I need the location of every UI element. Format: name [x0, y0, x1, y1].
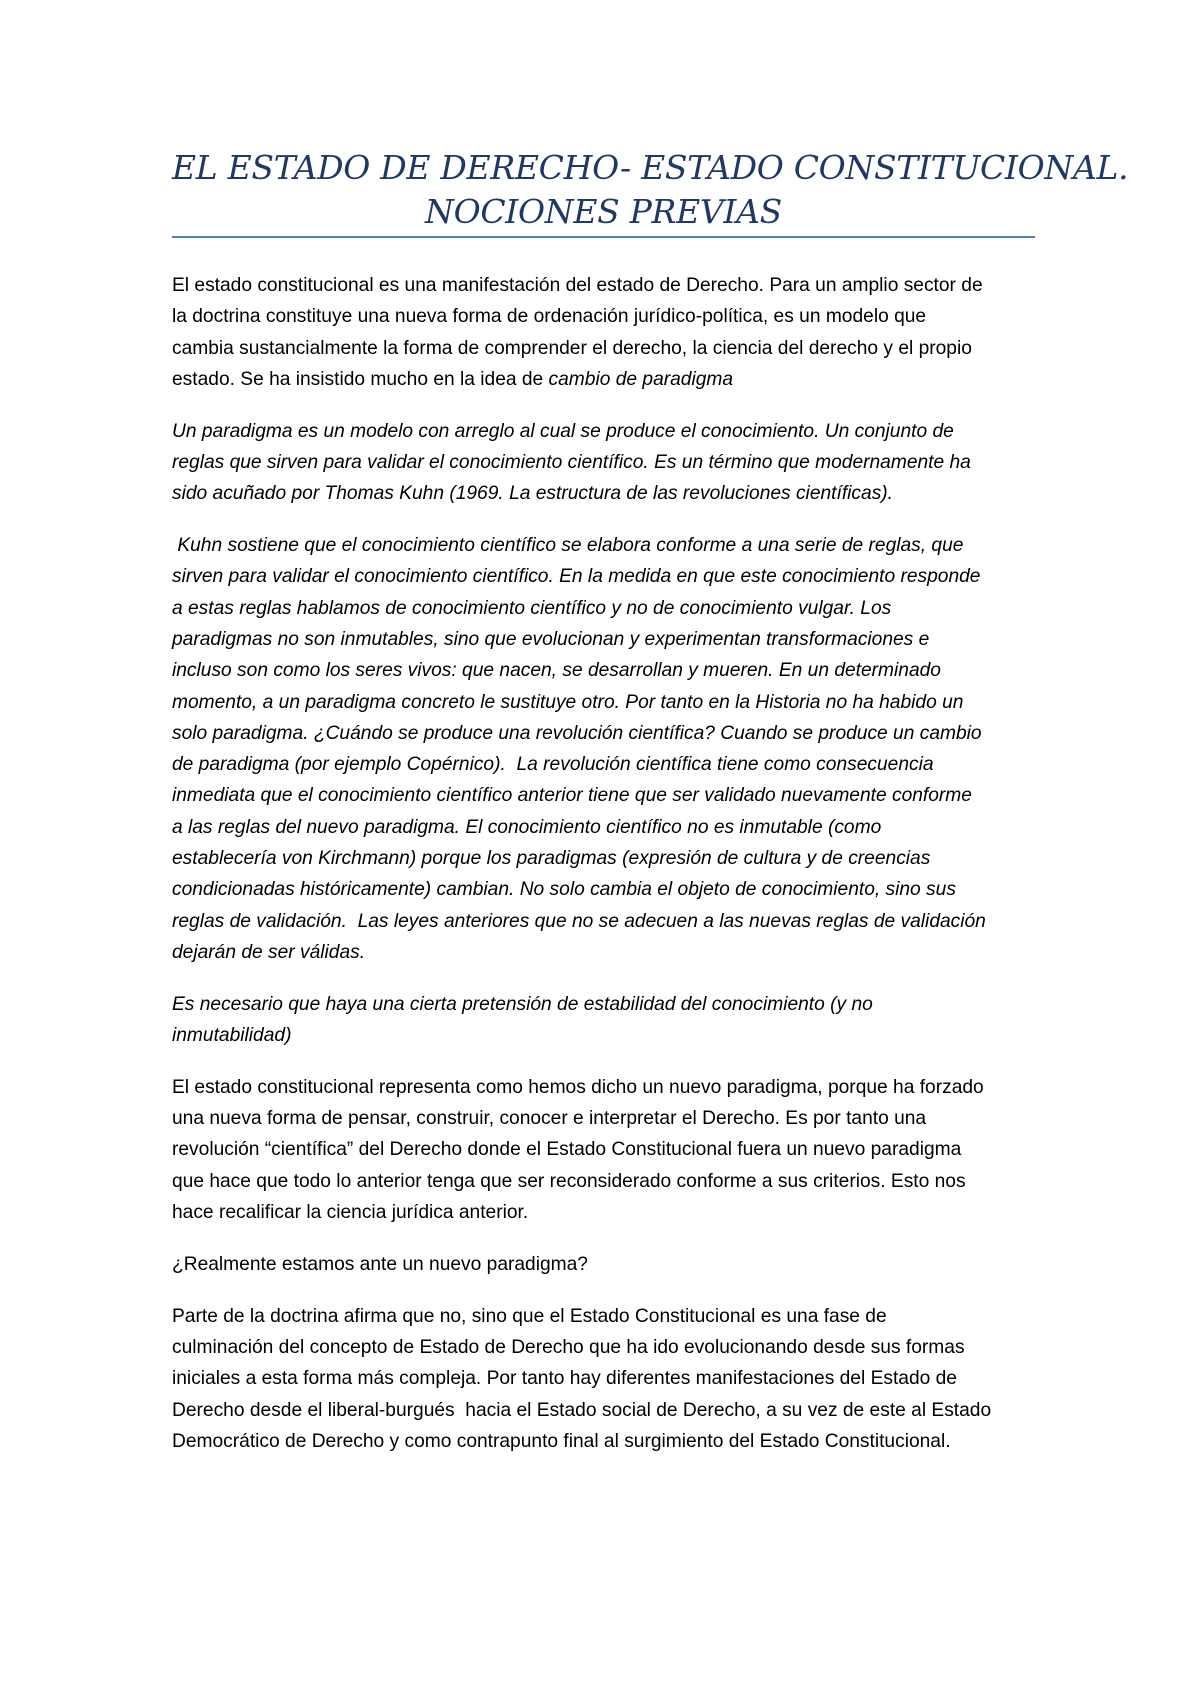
- paragraph-line: cambia sustancialmente la forma de comprender el derecho, la ciencia del derecho y el propio: [172, 337, 972, 359]
- paragraph-line: a las reglas del nuevo paradigma. El conocimiento científico no es inmutable (como: [172, 816, 882, 838]
- document-title: [172, 146, 1129, 234]
- paragraph-line: Derecho desde el liberal-burgués hacia el Estado social de Derecho, a su vez de este al Estado: [172, 1399, 992, 1421]
- paragraph-line: [172, 364, 1032, 395]
- emphasis-text: cambio de paradigma: [548, 368, 734, 390]
- title-underline-rule: [172, 236, 1035, 238]
- paragraph-line: que hace que todo lo anterior tenga que ser reconsiderado conforme a sus criterios. Esto nos: [172, 1170, 966, 1192]
- paragraph-line: Parte de la doctrina afirma que no, sino que el Estado Constitucional es una fase de: [172, 1305, 887, 1327]
- paragraph-line: Un paradigma es un modelo con arreglo al cual se produce el conocimiento. Un conjunto de: [172, 420, 954, 442]
- paragraph-line: hace recalificar la ciencia jurídica anterior.: [172, 1202, 529, 1224]
- title-line-2: NOCIONES PREVIAS: [425, 192, 782, 231]
- paragraph-line: paradigmas no son inmutables, sino que evolucionan y experimentan transformaciones e: [172, 628, 930, 650]
- paragraph-5: [172, 1072, 1032, 1228]
- paragraph-line: Kuhn sostiene que el conocimiento científico se elabora conforme a una serie de reglas, que: [172, 535, 964, 557]
- paragraph-2: [172, 416, 1032, 510]
- paragraph-line: iniciales a esta forma más compleja. Por tanto hay diferentes manifestaciones del Estado de: [172, 1368, 957, 1390]
- paragraph-line: condicionadas históricamente) cambian. No solo cambia el objeto de conocimiento, sino sus: [172, 879, 956, 901]
- paragraph-7: [172, 1301, 1032, 1457]
- paragraph-line: sirven para validar el conocimiento científico. En la medida en que este conocimiento responde: [172, 566, 981, 588]
- paragraph-line: incluso son como los seres vivos: que nacen, se desarrollan y mueren. En un determinado: [172, 660, 941, 682]
- paragraph-line: de paradigma (por ejemplo Copérnico). La revolución científica tiene como consecuencia: [172, 754, 934, 776]
- paragraph-line: El estado constitucional es una manifestación del estado de Derecho. Para un amplio sector de: [172, 275, 983, 296]
- paragraph-line: momento, a un paradigma concreto le sustituye otro. Por tanto en la Historia no ha habido un: [172, 691, 964, 713]
- paragraph-line: dejarán de ser válidas.: [172, 941, 366, 963]
- paragraph-line: ¿Realmente estamos ante un nuevo paradigma?: [172, 1253, 588, 1275]
- paragraph-6: [172, 1249, 1032, 1280]
- paragraph-line: establecería von Kirchmann) porque los paradigmas (expresión de cultura y de creencias: [172, 848, 931, 870]
- paragraph-line: inmutabilidad): [172, 1025, 292, 1047]
- document-body: [172, 270, 1032, 1478]
- paragraph-4: [172, 989, 1032, 1052]
- line-text: estado. Se ha insistido mucho en la idea de: [172, 368, 549, 390]
- paragraph-3: [172, 530, 1032, 968]
- paragraph-line: sido acuñado por Thomas Kuhn (1969. La estructura de las revoluciones científicas).: [172, 483, 894, 505]
- title-line-1: EL ESTADO DE DERECHO- ESTADO CONSTITUCIONAL.: [172, 148, 1129, 187]
- paragraph-line: la doctrina constituye una nueva forma de ordenación jurídico-política, es un modelo que: [172, 306, 927, 328]
- paragraph-line: Democrático de Derecho y como contrapunto final al surgimiento del Estado Constitucional.: [172, 1430, 951, 1452]
- paragraph-line: reglas de validación. Las leyes anteriores que no se adecuen a las nuevas reglas de validación: [172, 910, 986, 932]
- paragraph-line: El estado constitucional representa como hemos dicho un nuevo paradigma, porque ha forzado: [172, 1076, 984, 1098]
- paragraph-1: [172, 270, 1032, 395]
- paragraph-line: inmediata que el conocimiento científico anterior tiene que ser validado nuevamente conforme: [172, 785, 972, 807]
- paragraph-line: solo paradigma. ¿Cuándo se produce una revolución científica? Cuando se produce un cambio: [172, 722, 982, 744]
- paragraph-line: Es necesario que haya una cierta pretensión de estabilidad del conocimiento (y no: [172, 993, 873, 1015]
- paragraph-line: revolución “científica” del Derecho donde el Estado Constitucional fuera un nuevo paradigma: [172, 1139, 962, 1161]
- paragraph-line: culminación del concepto de Estado de Derecho que ha ido evolucionando desde sus formas: [172, 1336, 965, 1358]
- paragraph-line: reglas que sirven para validar el conocimiento científico. Es un término que modernamente ha: [172, 451, 971, 473]
- paragraph-line: a estas reglas hablamos de conocimiento científico y no de conocimiento vulgar. Los: [172, 597, 892, 619]
- paragraph-line: una nueva forma de pensar, construir, conocer e interpretar el Derecho. Es por tanto una: [172, 1108, 927, 1130]
